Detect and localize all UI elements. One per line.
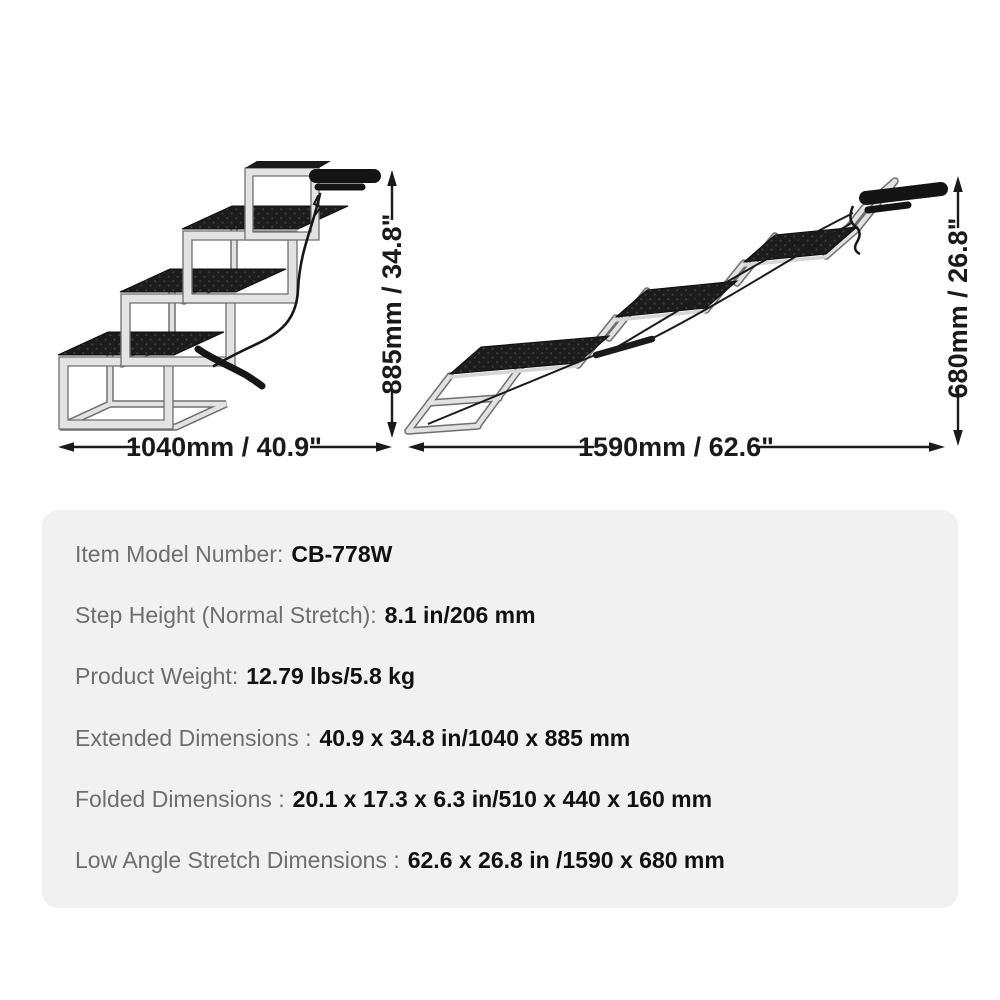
spec-label: Step Height (Normal Stretch):: [75, 602, 377, 629]
spec-row-extended-dimensions: [75, 724, 925, 752]
spec-value: 40.9 x 34.8 in/1040 x 885 mm: [319, 724, 631, 751]
spec-value: CB-778W: [291, 541, 393, 567]
spec-row-model: [75, 540, 925, 568]
spec-panel: [42, 510, 958, 908]
arrow-down-icon: [953, 430, 963, 446]
stretch-tread-1: [450, 336, 609, 374]
arrow-left-icon: [58, 442, 74, 452]
arrow-up-icon: [387, 170, 397, 186]
stairs-extended-diagram: [58, 161, 407, 462]
arrow-right-icon: [929, 442, 945, 452]
stretch-grab-handle: [866, 189, 941, 210]
spec-value: 12.79 lbs/5.8 kg: [246, 663, 415, 690]
spec-label: Item Model Number:: [75, 541, 284, 567]
spec-row-low-angle-dimensions: [75, 846, 925, 874]
dimension-diagrams: [0, 0, 1000, 490]
arrow-left-icon: [408, 442, 424, 452]
spec-row-step-height: [75, 601, 925, 629]
spec-row-weight: [75, 662, 925, 690]
spec-value: 20.1 x 17.3 x 6.3 in/510 x 440 x 160 mm: [292, 785, 713, 812]
extended-height-label: 885mm / 34.8": [377, 213, 407, 395]
stairs-support-rails: [60, 210, 234, 427]
spec-label: Folded Dimensions :: [75, 785, 285, 812]
stretch-treads: [450, 227, 857, 374]
stairs-stretched-diagram: [408, 176, 973, 462]
extended-width-label: 1040mm / 40.9": [126, 432, 322, 462]
spec-label: Low Angle Stretch Dimensions :: [75, 846, 400, 873]
step-tread-2: [120, 269, 286, 292]
stretched-height-label: 680mm / 26.8": [943, 217, 973, 399]
stairs-treads: [58, 206, 348, 355]
spec-label: Extended Dimensions :: [75, 724, 312, 751]
spec-list: [42, 510, 958, 908]
cable-grip: [596, 339, 652, 355]
arrow-down-icon: [387, 422, 397, 438]
step-tread-3: [182, 206, 348, 229]
spec-row-folded-dimensions: [75, 785, 925, 813]
arrow-up-icon: [953, 176, 963, 192]
spec-value: 8.1 in/206 mm: [384, 602, 536, 629]
grab-handle: [316, 176, 374, 187]
spec-label: Product Weight:: [75, 663, 239, 690]
arrow-right-icon: [376, 442, 392, 452]
top-step-tread-edge: [245, 161, 331, 168]
spec-value: 62.6 x 26.8 in /1590 x 680 mm: [407, 846, 725, 873]
stretched-width-label: 1590mm / 62.6": [578, 432, 774, 462]
